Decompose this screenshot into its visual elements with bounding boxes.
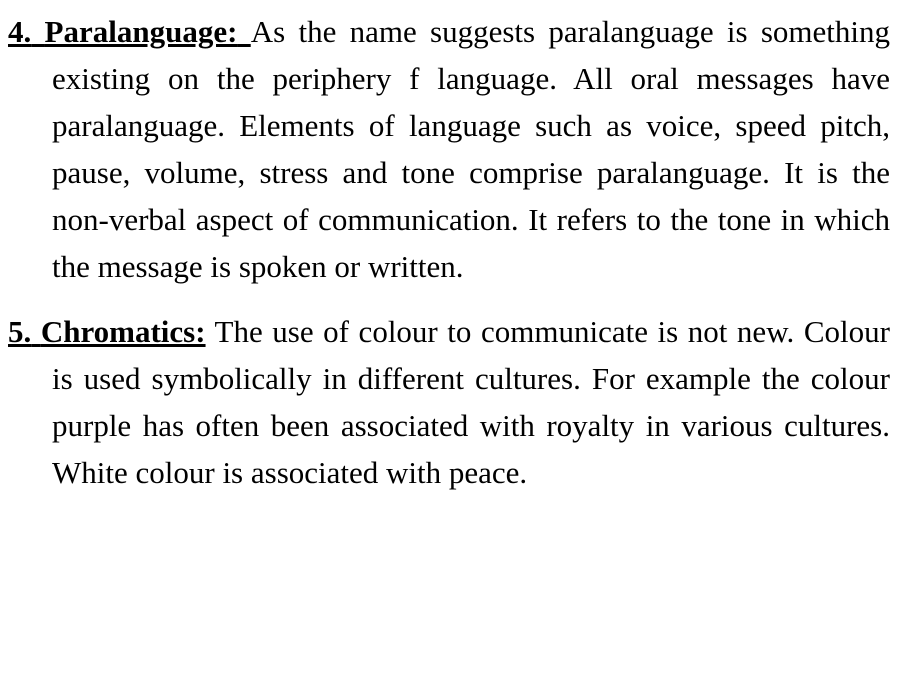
paragraph-title-5: Chromatics: xyxy=(40,314,206,349)
paragraph-body-5: The use of colour to communicate is not new. Colour is used symbolically in different cultures. For example the colour purple has often been associated with royalty in various cultures. White colour is associated with peace. xyxy=(52,314,890,490)
paragraph-number-4: 4. xyxy=(8,14,32,49)
paragraph-heading-chromatics xyxy=(8,314,206,349)
paragraph-body-4: As the name suggests paralanguage is something existing on the periphery f language. All oral messages have paralanguage. Elements of language such as voice, speed pitch, pause, volume, stress and tone comprise paralanguage. It is the non-verbal aspect of communication. It refers to the tone in which the message is spoken or written. xyxy=(52,14,891,284)
paragraph-paralanguage xyxy=(8,8,890,290)
paragraph-heading-paralanguage xyxy=(8,14,251,49)
paragraph-number-5: 5. xyxy=(8,314,32,349)
paragraph-chromatics xyxy=(8,308,890,496)
paragraph-title-4: Paralanguage: xyxy=(44,14,238,49)
